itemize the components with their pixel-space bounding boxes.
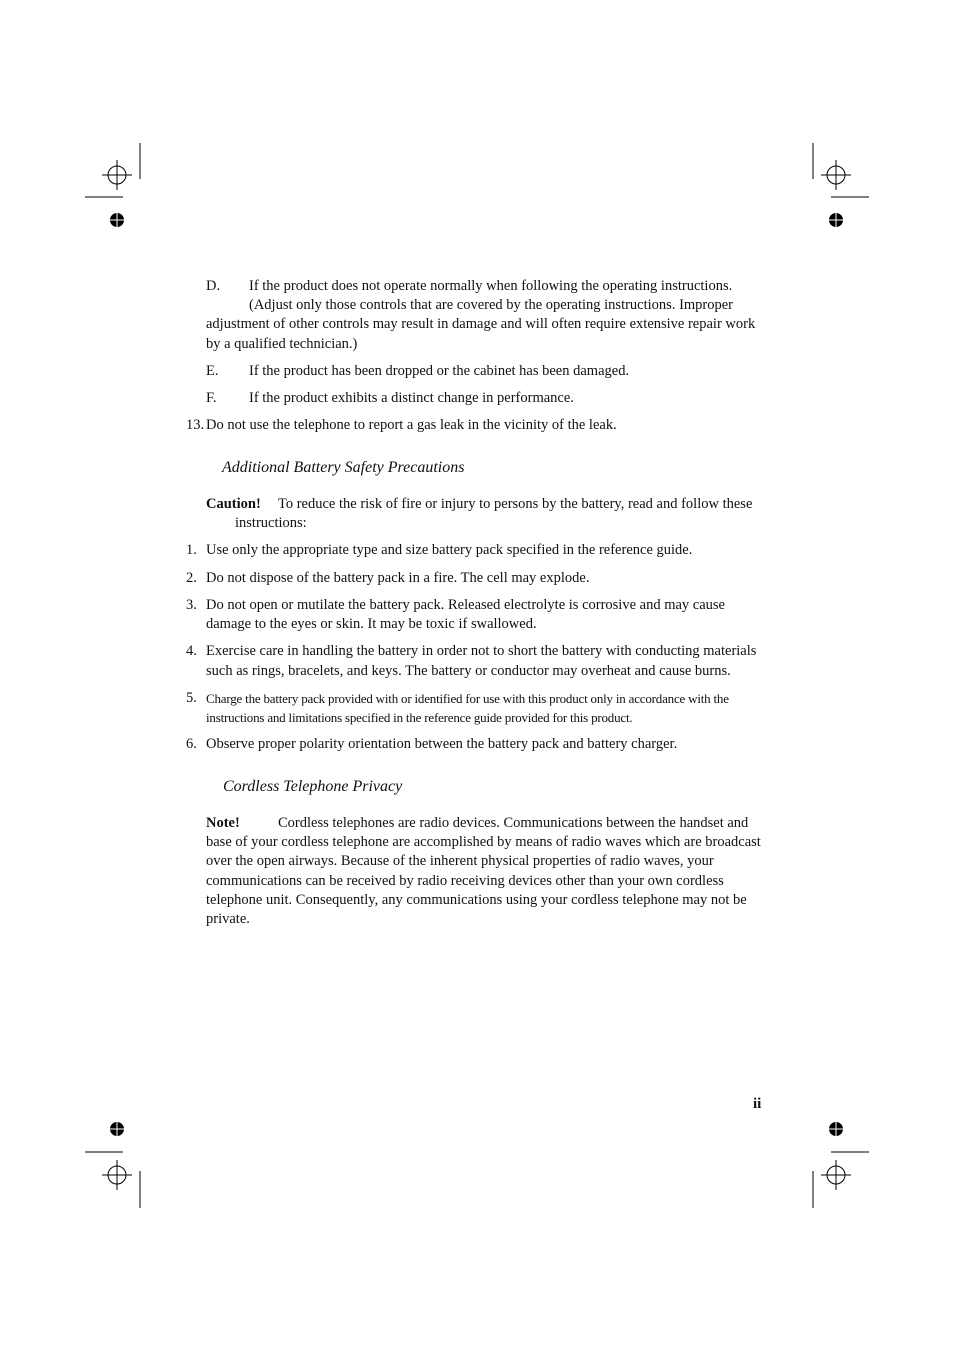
item-e-text: If the product has been dropped or the cabinet has been damaged. — [249, 363, 630, 379]
battery-item-6-line-1: Observe proper polarity orientation between the battery pack and battery charger. — [206, 736, 678, 752]
item-13-marker: 13. — [186, 417, 205, 433]
note-line-3: over the open airways. Because of the inherent physical properties of radio waves, your — [206, 853, 714, 869]
caution-line-1: To reduce the risk of fire or injury to persons by the battery, read and follow these — [278, 496, 753, 512]
caution-label: Caution! — [206, 496, 261, 512]
note-line-2: base of your cordless telephone are accomplished by means of radio waves which are broadcast — [206, 834, 761, 850]
note-line-1: Cordless telephones are radio devices. Communications between the handset and — [278, 815, 749, 831]
note-line-6: private. — [206, 911, 250, 927]
note-line-5: telephone unit. Consequently, any communications using your cordless telephone may not be — [206, 892, 747, 908]
battery-item-5-marker: 5. — [186, 690, 197, 706]
battery-item-1-marker: 1. — [186, 542, 197, 558]
page-number: ii — [753, 1096, 762, 1112]
battery-item-2-line-1: Do not dispose of the battery pack in a fire. The cell may explode. — [206, 570, 590, 586]
item-d-line-2: (Adjust only those controls that are covered by the operating instructions. Improper — [249, 297, 734, 313]
battery-item-3-line-1: Do not open or mutilate the battery pack. Released electrolyte is corrosive and may cause — [206, 597, 725, 613]
battery-item-6-marker: 6. — [186, 736, 197, 752]
battery-item-4-marker: 4. — [186, 643, 197, 659]
battery-heading: Additional Battery Safety Precautions — [222, 459, 465, 476]
item-13-text: Do not use the telephone to report a gas leak in the vicinity of the leak. — [206, 417, 617, 433]
battery-item-5-line-2: instructions and limitations specified in the reference guide provided for this product. — [206, 710, 633, 725]
item-d-line-1: If the product does not operate normally when following the operating instructions. — [249, 278, 733, 294]
privacy-heading: Cordless Telephone Privacy — [223, 778, 403, 795]
item-f-marker: F. — [206, 390, 217, 406]
item-d-line-3: adjustment of other controls may result in damage and will often require extensive repair work — [206, 316, 756, 332]
note-line-4: communications can be received by radio receiving devices other than your own cordless — [206, 873, 724, 889]
battery-item-4-line-1: Exercise care in handling the battery in order not to short the battery with conducting materials — [206, 643, 757, 659]
battery-item-1-line-1: Use only the appropriate type and size battery pack specified in the reference guide. — [206, 542, 693, 558]
item-f-text: If the product exhibits a distinct change in performance. — [249, 390, 574, 406]
item-e-marker: E. — [206, 363, 219, 379]
caution-line-2: instructions: — [235, 515, 307, 531]
item-d-line-4: by a qualified technician.) — [206, 336, 358, 352]
battery-item-2-marker: 2. — [186, 570, 197, 586]
item-d-marker: D. — [206, 278, 221, 294]
battery-item-4-line-2: such as rings, bracelets, and keys. The battery or conductor may overheat and cause burns. — [206, 663, 731, 679]
note-label: Note! — [206, 815, 240, 831]
battery-item-5-line-1: Charge the battery pack provided with or identified for use with this product only in accordance with the — [206, 691, 729, 706]
battery-item-3-line-2: damage to the eyes or skin. It may be toxic if swallowed. — [206, 616, 537, 632]
battery-item-3-marker: 3. — [186, 597, 197, 613]
